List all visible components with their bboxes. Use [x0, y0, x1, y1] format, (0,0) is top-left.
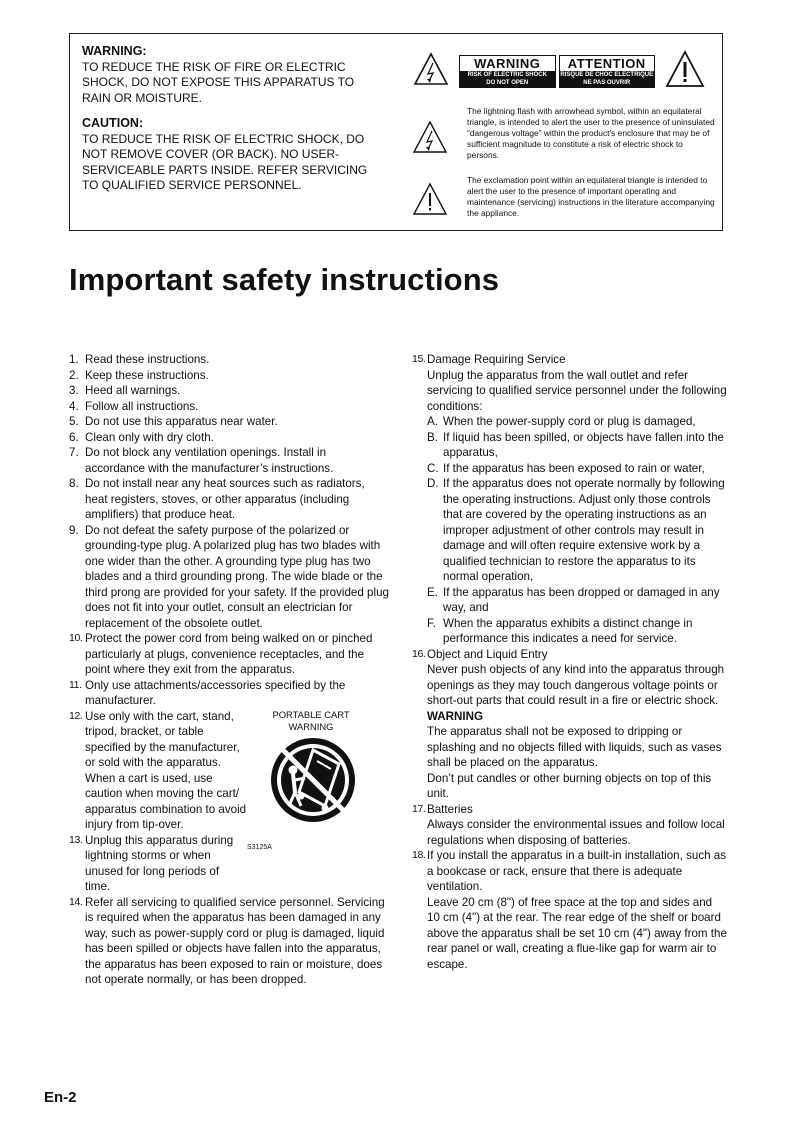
- warning-subheading: WARNING: [427, 709, 484, 723]
- condition-item: B. If liquid has been spilled, or objects have fallen into the apparatus,: [427, 430, 725, 459]
- condition-item: F. When the apparatus exhibits a distinct change in performance this indicates a need for service.: [427, 616, 693, 645]
- warning-heading: WARNING:: [82, 44, 147, 58]
- lightning-triangle-icon: [412, 120, 448, 154]
- instruction-item: 12. Use only with the cart, stand, tripod, bracket, or table specified by the manufacturer, or sold with the apparatus. When a cart is used, use caution when moving the cart/ apparatus combination to avoid injury from tip-over.: [69, 709, 247, 831]
- instruction-item: 15. Damage Requiring Service Unplug the apparatus from the wall outlet and refer servicing to qualified service personnel under the following conditions: A. When the power-supply cord or plug is damaged, B. If liquid has been spilled, or objects have fallen into the apparatus, C. If the apparatus has been exposed to rain or water, D. If the apparatus does not operate normally by following the operating instructions. Adjust only those controls that are covered by the operating instructions as an improper adjustment of other controls may result in damage and will often require extensive work by a qualified technician to restore the apparatus to its normal operation, E. If the apparatus has been dropped or damaged in any way, and F. When the apparatus exhibits a distinct change in performance this indicates a need for service.: [412, 353, 727, 645]
- warning-labels: [459, 55, 655, 88]
- caution-text: TO REDUCE THE RISK OF ELECTRIC SHOCK, DO NOT REMOVE COVER (OR BACK). NO USER-SERVICEABLE PARTS INSIDE. REFER SERVICING TO QUALIFIED SERVICE PERSONNEL.: [82, 131, 368, 192]
- instruction-item: 11. Only use attachments/accessories specified by the manufacturer.: [69, 678, 346, 707]
- instruction-item: 2. Keep these instructions.: [69, 368, 209, 382]
- instruction-item: 18. If you install the apparatus in a built-in installation, such as a bookcase or rack, ensure that there is adequate ventilation. Leave 20 cm (8") of free space at the top and sides and 10 cm (4") at the rear. The rear edge of the shelf or board above the apparatus shall be set 10 cm (4") away from the rear panel or wall, creating a flue-like gap for warm air to escape.: [412, 849, 727, 971]
- portable-cart-warning: [255, 709, 367, 829]
- exclamation-triangle-icon: [412, 182, 448, 216]
- lightning-triangle-icon: [413, 52, 449, 86]
- warning-text: TO REDUCE THE RISK OF FIRE OR ELECTRIC SHOCK, DO NOT EXPOSE THIS APPARATUS TO RAIN OR MOISTURE.: [82, 59, 355, 105]
- instruction-item: 5. Do not use this apparatus near water.: [69, 415, 278, 428]
- lightning-description: The lightning flash with arrowhead symbol, within an equilateral triangle, is intended to alert the user to the presence of uninsulated “dangerous voltage” within the product’s enclosure that may be of sufficient magnitude to constitute a risk of electric shock to persons.: [467, 106, 715, 160]
- instruction-item: 13. Unplug this apparatus during lightning storms or when unused for long periods of time.: [69, 833, 234, 893]
- instructions-left-column: [69, 352, 389, 988]
- cart-tipover-icon: [269, 736, 357, 824]
- exclamation-description: The exclamation point within an equilateral triangle is intended to alert the user to the presence of important operating and maintenance (servicing) instructions in the literature accompanying the appliance.: [467, 175, 715, 218]
- instruction-item: 7. Do not block any ventilation openings. Install in accordance with the manufacturer’s instructions.: [69, 446, 334, 475]
- instruction-item: 4. Follow all instructions.: [69, 399, 199, 413]
- condition-item: E. If the apparatus has been dropped or damaged in any way, and: [427, 585, 720, 614]
- warning-text-block: [82, 44, 382, 194]
- caution-heading: CAUTION:: [82, 116, 144, 130]
- instruction-list: [69, 352, 389, 709]
- condition-list: [427, 414, 728, 647]
- condition-item: A. When the power-supply cord or plug is damaged,: [427, 415, 696, 428]
- instruction-item: 8. Do not install near any heat sources such as radiators, heat registers, stoves, or other apparatus (including amplifiers) that produce heat.: [69, 477, 365, 521]
- attention-label: ATTENTION RISQUE DE CHOC ELECTRIQUE NE PAS OUVRIR: [559, 55, 656, 88]
- page-title: Important safety instructions: [69, 262, 500, 297]
- instruction-item: 14. Refer all servicing to qualified service personnel. Servicing is required when the apparatus has been damaged in any way, such as power-supply cord or plug is damaged, liquid has been spilled or objects have fallen into the apparatus, the apparatus has been exposed to rain or moisture, does not operate normally, or has been dropped.: [69, 895, 385, 986]
- cart-caption: PORTABLE CART WARNING: [272, 708, 350, 732]
- condition-item: D. If the apparatus does not operate normally by following the operating instructions. Adjust only those controls that are covered by the operating instructions as an improper adjustment of other controls may result in damage and will often require extensive work by a qualified technician to restore the apparatus to its normal operation,: [427, 477, 725, 583]
- instruction-item: 6. Clean only with dry cloth.: [69, 430, 214, 444]
- instruction-item: 10. Protect the power cord from being walked on or pinched particularly at plugs, convenience receptacles, and the point where they exit from the apparatus.: [69, 632, 373, 676]
- instructions-right-column: [412, 352, 728, 972]
- condition-item: C. If the apparatus has been exposed to rain or water,: [427, 461, 705, 475]
- page-number: En-2: [44, 1089, 77, 1106]
- instruction-item: 17. Batteries Always consider the environmental issues and follow local regulations when disposing of batteries.: [412, 802, 725, 847]
- warning-label: WARNING RISK OF ELECTRIC SHOCK DO NOT OPEN: [459, 55, 556, 88]
- exclamation-triangle-icon: [665, 50, 705, 88]
- instruction-item: 1. Read these instructions.: [69, 353, 210, 366]
- cart-code: S3125A: [247, 843, 272, 851]
- instruction-item: 3. Heed all warnings.: [69, 384, 181, 397]
- item-12-with-cart: [69, 708, 389, 851]
- instruction-item: 9. Do not defeat the safety purpose of the polarized or grounding-type plug. A polarized plug has two blades with one wider than the other. A grounding type plug has two blades and a third grounding prong. The wide blade or the third prong are provided for your safety. If the provided plug does not fit into your outlet, consult an electrician for replacement of the obsolete outlet.: [69, 523, 389, 630]
- warning-box: [69, 33, 723, 231]
- instruction-item: 16. Object and Liquid Entry Never push objects of any kind into the apparatus through openings as they may touch dangerous voltage points or short-out parts that could result in a fire or electric shock. WARNING The apparatus shall not be exposed to dripping or splashing and no objects filled with liquids, such as vases shall be placed on the apparatus. Don’t put candles or other burning objects on top of this unit.: [412, 647, 728, 802]
